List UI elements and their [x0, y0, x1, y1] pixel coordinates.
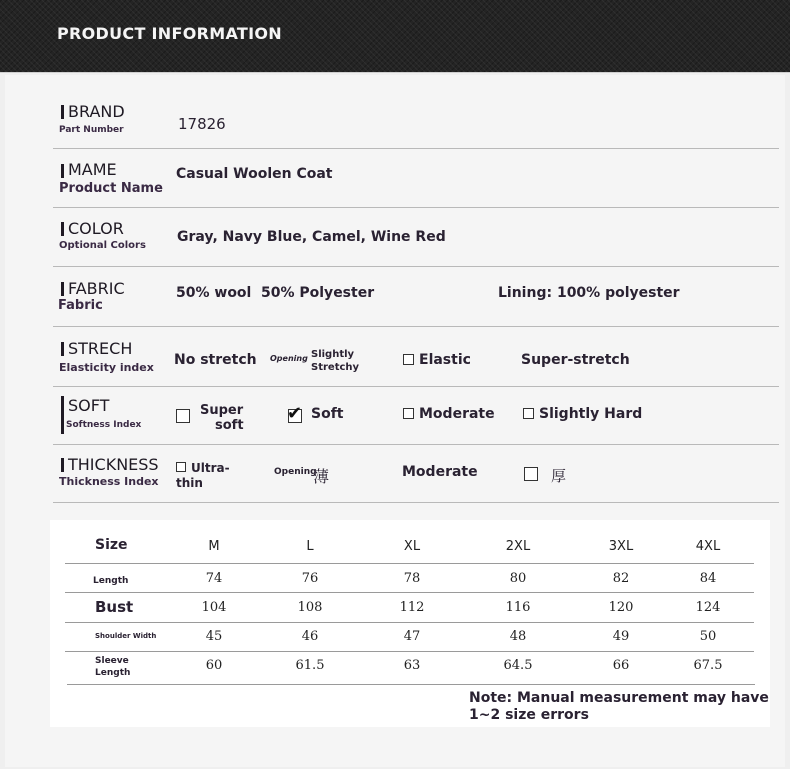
- label-bar: [61, 458, 64, 472]
- table-divider: [65, 563, 754, 564]
- label-bar: [61, 105, 64, 119]
- row-label-bust: Bust: [95, 598, 134, 616]
- soft-label: SOFT: [68, 396, 110, 415]
- size-col-3xl: 3XL: [608, 539, 634, 554]
- elastic-checkbox[interactable]: [403, 354, 414, 365]
- table-cell: 84: [699, 571, 717, 586]
- color-sublabel: Optional Colors: [59, 240, 146, 251]
- check-icon: ✔: [287, 403, 303, 423]
- part-number-value: 17826: [178, 115, 226, 133]
- table-cell: 47: [403, 629, 421, 644]
- thickness-sublabel: Thickness Index: [59, 475, 159, 488]
- brand-label: BRAND: [68, 102, 125, 121]
- thickness-opening: Opening: [274, 467, 317, 477]
- row-label-sleeve-line2: Length: [95, 668, 131, 678]
- stretch-stretchy: Stretchy: [311, 362, 360, 373]
- thickness-moderate: Moderate: [402, 464, 478, 480]
- soft-soft: Soft: [311, 406, 344, 422]
- size-col-4xl: 4XL: [695, 539, 721, 554]
- fabric-sublabel: Fabric: [58, 298, 103, 313]
- name-label: MAME: [68, 160, 117, 179]
- divider: [53, 148, 779, 149]
- label-bar: [61, 396, 64, 434]
- row-label-length: Length: [93, 576, 129, 586]
- header-banner: [0, 0, 790, 73]
- thick-checkbox[interactable]: [524, 467, 538, 481]
- divider: [53, 326, 779, 327]
- thickness-ultra-thin: thin: [176, 476, 203, 490]
- brand-sublabel: Part Number: [59, 125, 124, 135]
- soft-sublabel: Softness Index: [66, 420, 142, 430]
- table-cell: 76: [301, 571, 319, 586]
- table-cell: 49: [612, 629, 630, 644]
- table-divider: [65, 651, 754, 652]
- size-col-2xl: 2XL: [505, 539, 531, 554]
- row-label-sleeve: Sleeve: [95, 656, 129, 666]
- page-title: PRODUCT INFORMATION: [57, 24, 282, 43]
- stretch-super: Super-stretch: [521, 352, 630, 368]
- stretch-none: No stretch: [174, 352, 257, 368]
- table-cell: 50: [699, 629, 717, 644]
- table-cell: 63: [403, 658, 421, 673]
- stretch-sublabel: Elasticity index: [59, 361, 154, 374]
- fabric-lining: Lining: 100% polyester: [498, 285, 680, 301]
- table-cell: 48: [509, 629, 527, 644]
- super-soft-checkbox[interactable]: [176, 409, 190, 423]
- fabric-label: FABRIC: [68, 279, 125, 298]
- table-cell: 82: [612, 571, 630, 586]
- stretch-opening: Opening: [270, 354, 308, 363]
- table-cell: 108: [297, 600, 323, 615]
- soft-super: Super: [200, 403, 244, 418]
- table-cell: 61.5: [295, 658, 325, 673]
- table-cell: 104: [201, 600, 227, 615]
- size-col-l: L: [306, 539, 314, 554]
- fabric-wool: 50% wool: [176, 285, 252, 301]
- divider: [53, 444, 779, 445]
- stretch-slightly: Slightly: [311, 349, 355, 360]
- soft-super-soft: soft: [215, 418, 244, 433]
- thickness-thick: 厚: [551, 467, 567, 485]
- table-cell: 116: [505, 600, 531, 615]
- size-header-label: Size: [95, 537, 128, 553]
- soft-moderate: Moderate: [419, 406, 495, 422]
- name-sublabel: Product Name: [59, 181, 163, 196]
- color-label: COLOR: [68, 219, 124, 238]
- divider: [53, 266, 779, 267]
- thickness-label: THICKNESS: [68, 455, 159, 474]
- table-cell: 124: [695, 600, 721, 615]
- table-cell: 120: [608, 600, 634, 615]
- table-cell: 46: [301, 629, 319, 644]
- label-bar: [61, 164, 64, 178]
- color-value: Gray, Navy Blue, Camel, Wine Red: [177, 229, 446, 245]
- table-cell: 66: [612, 658, 630, 673]
- table-cell: 80: [509, 571, 527, 586]
- slightly-hard-checkbox[interactable]: [523, 408, 534, 419]
- size-col-m: M: [208, 539, 220, 554]
- stretch-label: STRECH: [68, 339, 133, 358]
- product-name-value: Casual Woolen Coat: [176, 166, 333, 182]
- table-divider: [65, 622, 754, 623]
- ultra-thin-checkbox[interactable]: [176, 462, 186, 472]
- table-cell: 64.5: [503, 658, 533, 673]
- table-cell: 74: [205, 571, 223, 586]
- row-label-shoulder: Shoulder Width: [95, 632, 157, 640]
- thickness-ultra: Ultra-: [191, 461, 230, 475]
- thickness-thin: 薄: [313, 467, 330, 486]
- soft-slightly-hard: Slightly Hard: [539, 406, 643, 422]
- table-cell: 45: [205, 629, 223, 644]
- divider: [53, 386, 779, 387]
- table-cell: 67.5: [693, 658, 723, 673]
- fabric-polyester: 50% Polyester: [261, 285, 375, 301]
- stretch-elastic: Elastic: [419, 352, 471, 368]
- size-col-xl: XL: [403, 539, 421, 554]
- table-cell: 112: [399, 600, 425, 615]
- label-bar: [61, 342, 64, 356]
- table-cell: 60: [205, 658, 223, 673]
- moderate-checkbox[interactable]: [403, 408, 414, 419]
- measurement-note: Note: Manual measurement may have 1~2 size errors: [469, 690, 769, 723]
- divider: [53, 207, 779, 208]
- table-cell: 78: [403, 571, 421, 586]
- table-divider: [65, 592, 754, 593]
- table-divider: [67, 684, 755, 685]
- divider: [53, 502, 779, 503]
- label-bar: [61, 222, 64, 236]
- label-bar: [61, 282, 64, 296]
